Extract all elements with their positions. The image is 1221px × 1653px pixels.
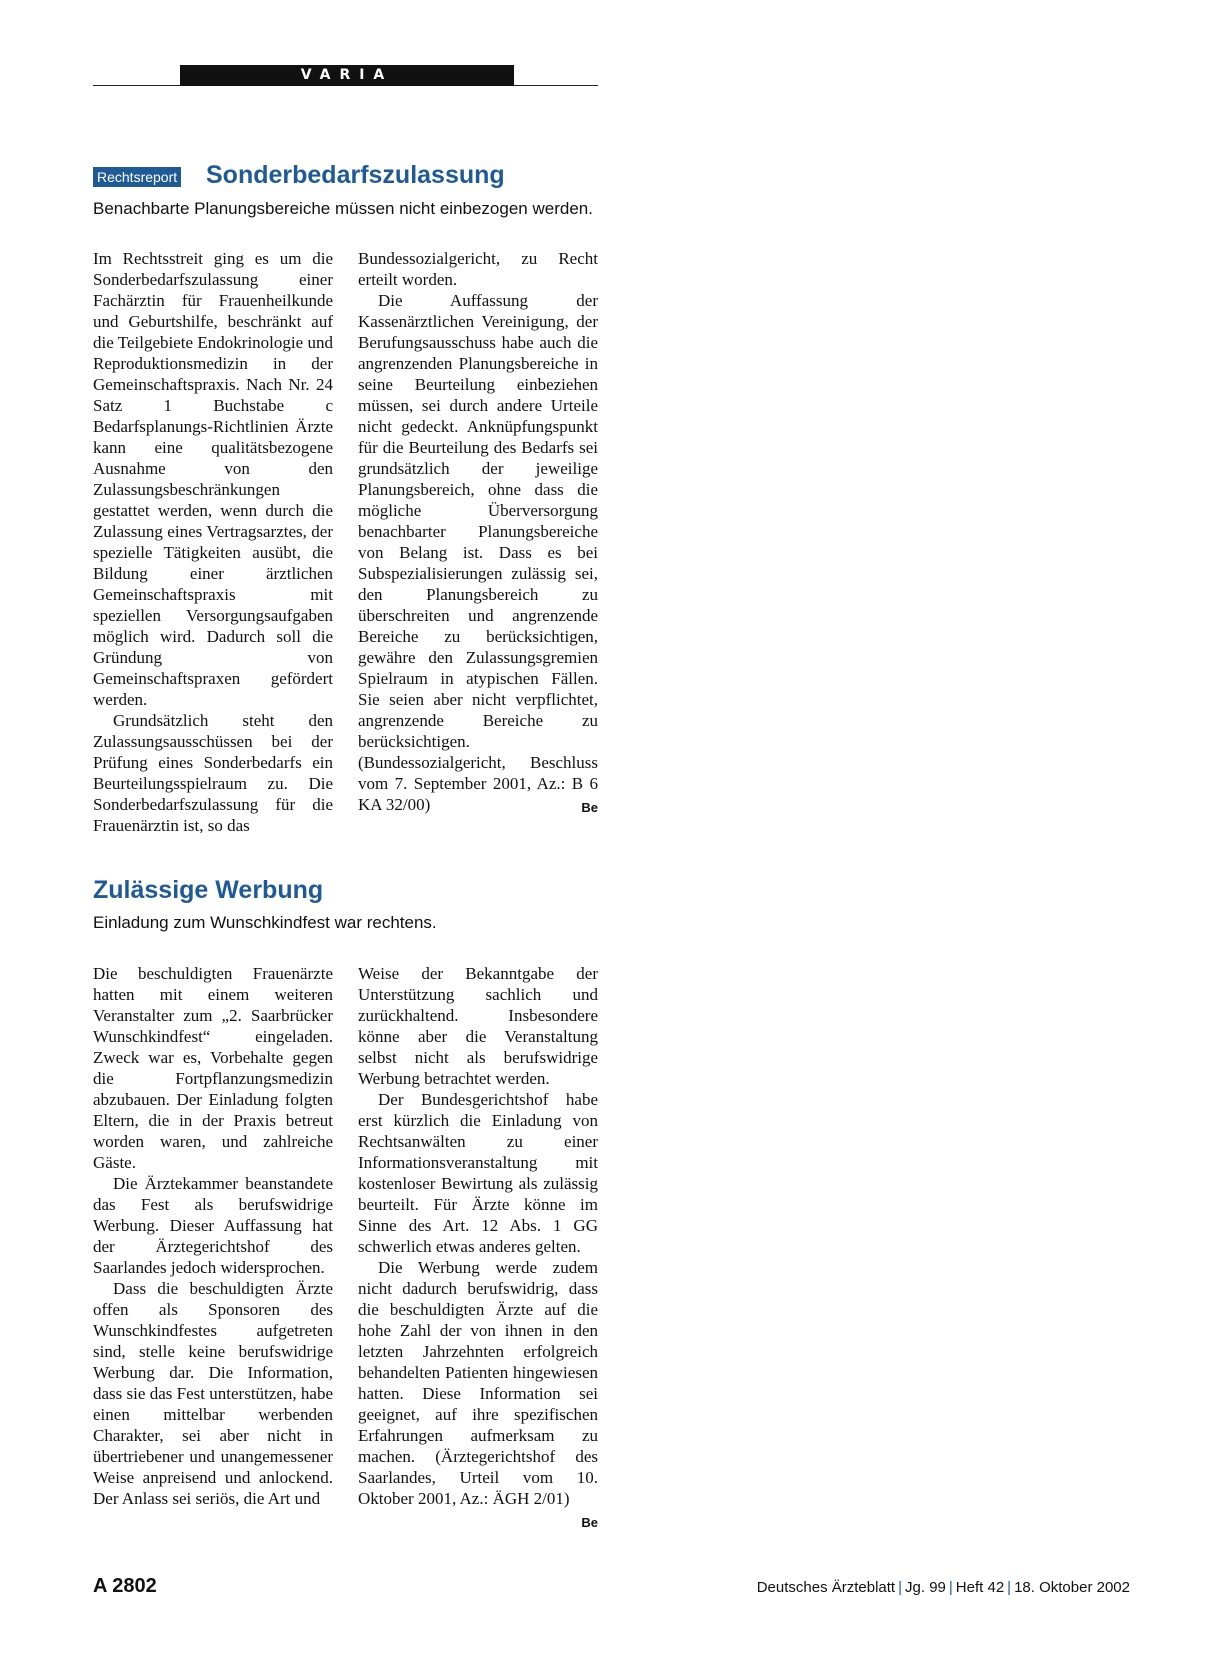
paragraph [358, 290, 598, 815]
article2-title: Zulässige Werbung [93, 876, 324, 904]
article1-column-2 [358, 248, 598, 818]
paragraph: Die beschuldigten Frauenärzte hatten mit einem weiteren Veranstalter zum „2. Saarbrücker Wunschkindfest“ eingeladen. Zweck war es, Vorbehalte gegen die Fortpflanzungsmedizin abzubauen. Der Einladung folgten Eltern, die in der Praxis betreut worden waren, und zahlreiche Gäste. [93, 964, 333, 1172]
paragraph: Die Ärztekammer beanstandete das Fest als berufswidrige Werbung. Dieser Auffassung hat der Ärztegerichtshof des Saarlandes jedoch widersprochen. [93, 1174, 333, 1277]
paragraph: Dass die beschuldigten Ärzte offen als Sponsoren des Wunschkindfestes aufgetreten sind, stelle keine berufswidrige Werbung dar. Die Information, dass sie das Fest unterstützen, habe einen mittelbar werbenden Charakter, sei aber nicht in übertriebener und unangemessener Weise anpreisend und anlockend. Der Anlass sei seriös, die Art und [93, 1279, 333, 1508]
paragraph-text: Die Auffassung der Kassenärztlichen Vereinigung, der Berufungsausschuss habe auch die angrenzenden Planungsbereiche in seine Beurteilung einbeziehen müssen, sei durch andere Urteile nicht gedeckt. Anknüpfungspunkt für die Beurteilung des Bedarfs sei grundsätzlich der jeweilige Planungsbereich, ohne dass die mögliche Überversorgung benachbarter Planungsbereiche von Belang ist. Dass es bei Subspezialisierungen zulässig sei, den Planungsbereich zu überschreiten und angrenzende Bereiche zu berücksichtigen, gewähre den Zulassungsgremien Spielraum in atypischen Fällen. Sie seien aber nicht verpflichtet, angrenzende Bereiche zu berücksichtigen. (Bundessozialgericht, Beschluss vom 7. September 2001, Az.: B 6 KA 32/00) [358, 291, 598, 814]
issue-date: 18. Oktober 2002 [1014, 1579, 1130, 1596]
article2-column-1 [93, 963, 333, 1509]
paragraph: Bundessozialgericht, zu Recht erteilt worden. [358, 249, 598, 289]
rubric-badge: Rechtsreport [93, 167, 181, 187]
footer-citation [757, 1579, 1130, 1596]
page-number: A 2802 [93, 1575, 157, 1597]
separator: | [898, 1579, 903, 1596]
issue: Heft 42 [955, 1579, 1005, 1596]
author-signature: Be [581, 1515, 598, 1530]
article1-column-1 [93, 248, 333, 836]
paragraph: Im Rechtsstreit ging es um die Sonderbedarfszulassung einer Fachärztin für Frauenheilkunde und Geburtshilfe, beschränkt auf die Teilgebiete Endokrinologie und Reproduktionsmedizin in der Gemeinschaftspraxis. Nach Nr. 24 Satz 1 Buchstabe c Bedarfsplanungs-Richtlinien Ärzte kann eine qualitätsbezogene Ausnahme von den Zulassungsbeschränkungen gestattet werden, wenn durch die Zulassung eines Vertragsarztes, der spezielle Tätigkeiten ausübt, die Bildung einer ärztlichen Gemeinschaftspraxis mit speziellen Versorgungsaufgaben möglich wird. Dadurch soll die Gründung von Gemeinschaftspraxen gefördert werden. [93, 249, 333, 709]
separator: | [948, 1579, 953, 1596]
article2-column-2 [358, 963, 598, 1533]
article1-title: Sonderbedarfszulassung [206, 161, 505, 189]
paragraph: Der Bundesgerichtshof habe erst kürzlich die Einladung von Rechtsanwälten zu einer Informationsveranstaltung mit kostenloser Bewirtung als zulässig beurteilt. Für Ärzte könne im Sinne des Art. 12 Abs. 1 GG schwerlich etwas anderes gelten. [358, 1090, 598, 1256]
article1-subtitle: Benachbarte Planungsbereiche müssen nicht einbezogen werden. [93, 199, 593, 218]
paragraph-text: Die Werbung werde zudem nicht dadurch berufswidrig, dass die beschuldigten Ärzte auf die hohe Zahl der von ihnen in den letzten Jahrzehnten erfolgreich behandelten Patienten hingewiesen hatten. Diese Information sei geeignet, auf ihre spezifischen Erfahrungen aufmerksam zu machen. (Ärztegerichtshof des Saarlandes, Urteil vom 10. Oktober 2001, Az.: ÄGH 2/01) [358, 1258, 598, 1508]
paragraph [358, 1257, 598, 1530]
section-label: VARIA [180, 65, 514, 86]
author-signature: Be [581, 800, 598, 815]
journal-name: Deutsches Ärzteblatt [756, 1579, 896, 1596]
paragraph: Weise der Bekanntgabe der Unterstützung sachlich und zurückhaltend. Insbesondere könne aber die Veranstaltung selbst nicht als berufswidrige Werbung betrachtet werden. [358, 964, 598, 1088]
separator: | [1007, 1579, 1012, 1596]
article2-subtitle: Einladung zum Wunschkindfest war rechtens. [93, 913, 437, 932]
volume: Jg. 99 [905, 1579, 946, 1596]
paragraph: Grundsätzlich steht den Zulassungsausschüssen bei der Prüfung eines Sonderbedarfs ein Beurteilungsspielraum zu. Die Sonderbedarfszulassung für die Frauenärztin ist, so das [93, 711, 333, 835]
